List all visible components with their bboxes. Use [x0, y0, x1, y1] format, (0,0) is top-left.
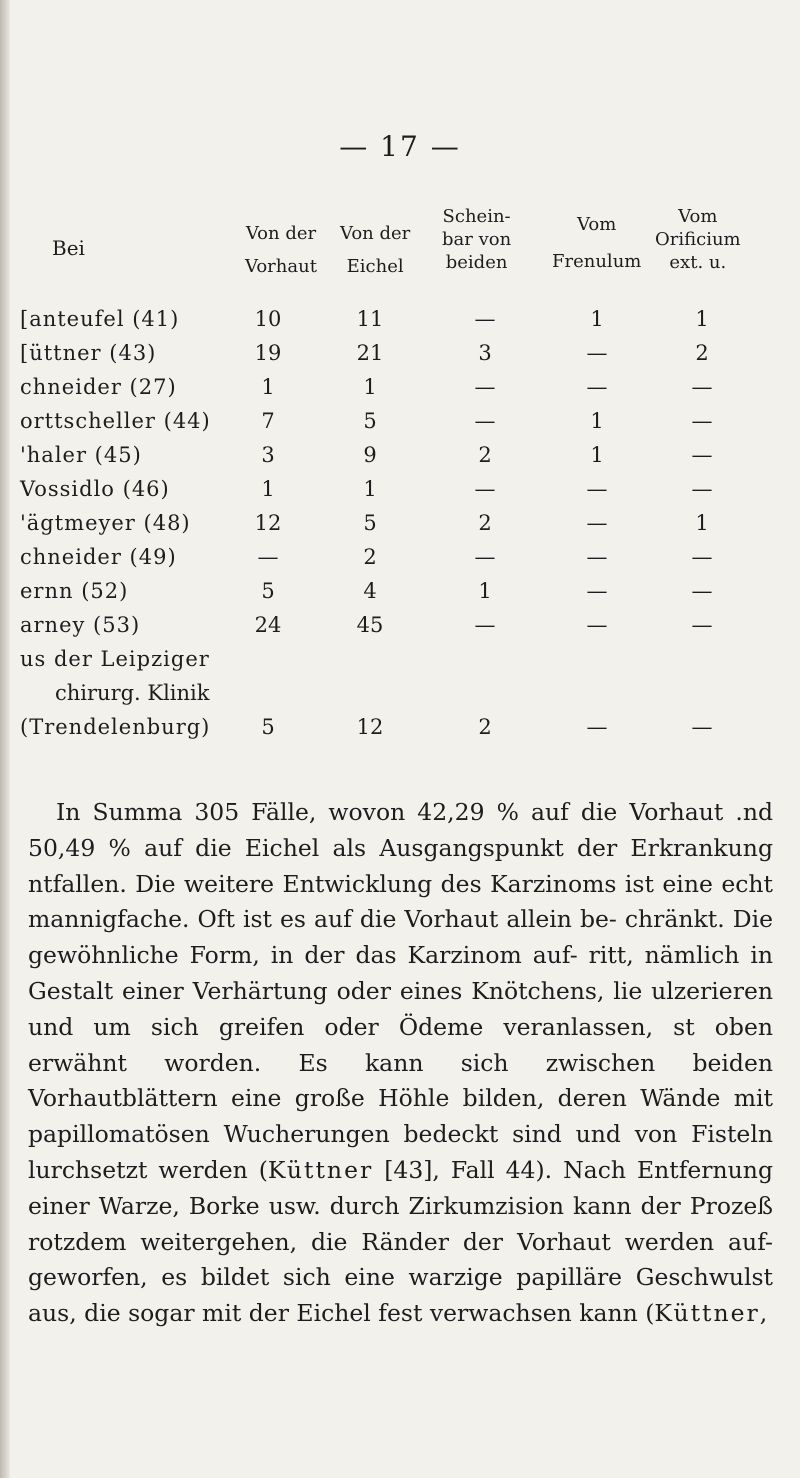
paragraph-text: [43], Fall 44). Nach Entfernung einer Warze, Borke usw. durch Zirkumzision kann der Prozeß rotzdem weitergehen, die Ränder der Vorhaut werden auf- geworfen, es bildet sich eine warzige papilläre Geschwulst aus, die sogar mit der Eichel fest verwachsen kann (	[28, 1155, 773, 1328]
header-both: Schein- bar von beiden	[442, 206, 512, 273]
table-row-leipzig-line1	[0, 647, 800, 681]
table-row	[0, 477, 800, 511]
table-row	[0, 511, 800, 545]
cell-glans: 4	[363, 579, 377, 603]
cell-glans: 2	[363, 545, 377, 569]
table-row	[0, 545, 800, 579]
table-row	[0, 409, 800, 443]
header-name: Bei	[52, 236, 85, 260]
row-name: 'haler (45)	[20, 443, 142, 467]
table-row-leipzig-line2: chirurg. Klinik	[55, 681, 210, 705]
cell-foreskin: 1	[261, 375, 275, 399]
cell-orificium: —	[691, 443, 713, 467]
author-name: Küttner	[267, 1155, 374, 1184]
table-row	[0, 579, 800, 613]
row-name: arney (53)	[20, 613, 141, 637]
row-name: chneider (49)	[20, 545, 177, 569]
cell-both: 1	[478, 579, 492, 603]
row-name: ernn (52)	[20, 579, 129, 603]
cell-orificium: —	[691, 579, 713, 603]
cell-glans: 45	[356, 613, 384, 637]
row-name: orttscheller (44)	[20, 409, 211, 433]
cell-glans: 11	[356, 307, 384, 331]
table-row	[0, 613, 800, 647]
cell-both: —	[474, 477, 496, 501]
table-row	[0, 715, 800, 749]
cell-foreskin: 5	[261, 579, 275, 603]
row-name: Vossidlo (46)	[20, 477, 170, 501]
cell-frenulum: —	[586, 579, 608, 603]
cell-orificium: —	[691, 613, 713, 637]
cell-both: —	[474, 545, 496, 569]
cell-frenulum: 1	[590, 409, 604, 433]
cell-frenulum: 1	[590, 443, 604, 467]
header-frenulum: Vom Frenulum	[552, 214, 642, 272]
cell-both: —	[474, 375, 496, 399]
cell-frenulum: —	[586, 477, 608, 501]
cell-orificium: —	[691, 715, 713, 739]
cell-both: 3	[478, 341, 492, 365]
cell-both: 2	[478, 715, 492, 739]
cell-orificium: —	[691, 409, 713, 433]
cell-glans: 5	[363, 409, 377, 433]
row-name: chneider (27)	[20, 375, 177, 399]
body-paragraph	[28, 795, 773, 1332]
cell-foreskin: 1	[261, 477, 275, 501]
paragraph-text: In Summa 305 Fälle, wovon 42,29 % auf die Vorhaut .nd 50,49 % auf die Eichel als Ausgangspunkt der Erkrankung ntfallen. Die weitere Entwicklung des Karzinoms ist eine echt mannigfache. Oft ist es auf die Vorhaut allein be- chränkt. Die gewöhnliche Form, in der das Karzinom auf- ritt, nämlich in Gestalt einer Verhärtung oder eines Knötchens, lie ulzerieren und um sich greifen oder Ödeme veranlassen, st oben erwähnt worden. Es kann sich zwischen beiden Vorhautblättern eine große Höhle bilden, deren Wände mit papillomatösen Wucherungen bedeckt sind und von Fisteln lurchsetzt werden (	[28, 798, 773, 1184]
cell-glans: 1	[363, 477, 377, 501]
table-row	[0, 307, 800, 341]
cell-orificium: —	[691, 545, 713, 569]
cell-orificium: —	[691, 375, 713, 399]
cell-glans: 21	[356, 341, 384, 365]
table-row	[0, 375, 800, 409]
row-name: 'ägtmeyer (48)	[20, 511, 191, 535]
table-row	[0, 341, 800, 375]
cell-glans: 9	[363, 443, 377, 467]
cell-both: 2	[478, 511, 492, 535]
cell-both: —	[474, 409, 496, 433]
cell-orificium: 1	[695, 307, 709, 331]
cell-both: —	[474, 307, 496, 331]
cell-orificium: 1	[695, 511, 709, 535]
header-glans: Von der Eichel	[340, 223, 411, 277]
cell-foreskin: —	[257, 545, 279, 569]
header-foreskin: Von der Vorhaut	[245, 223, 317, 277]
page-number: — 17 —	[339, 130, 461, 163]
cell-foreskin: 7	[261, 409, 275, 433]
cell-glans: 1	[363, 375, 377, 399]
cell-foreskin: 24	[254, 613, 282, 637]
row-name: us der Leipziger	[20, 647, 210, 671]
cell-frenulum: —	[586, 511, 608, 535]
row-name: (Trendelenburg)	[20, 715, 211, 739]
cell-both: 2	[478, 443, 492, 467]
cell-orificium: 2	[695, 341, 709, 365]
cell-frenulum: —	[586, 613, 608, 637]
table-header	[0, 205, 800, 305]
header-orificium: Vom Orificium ext. u.	[655, 206, 741, 273]
cell-foreskin: 5	[261, 715, 275, 739]
cell-both: —	[474, 613, 496, 637]
cell-orificium: —	[691, 477, 713, 501]
paragraph-text: ,	[759, 1299, 768, 1328]
cell-frenulum: —	[586, 545, 608, 569]
cell-glans: 5	[363, 511, 377, 535]
author-name: Küttner	[654, 1299, 760, 1328]
row-name: [üttner (43)	[20, 341, 157, 365]
cell-foreskin: 19	[254, 341, 282, 365]
table-row	[0, 443, 800, 477]
cell-frenulum: —	[586, 715, 608, 739]
cell-foreskin: 10	[254, 307, 282, 331]
cell-frenulum: —	[586, 375, 608, 399]
cell-foreskin: 12	[254, 511, 282, 535]
row-name: [anteufel (41)	[20, 307, 180, 331]
cell-frenulum: 1	[590, 307, 604, 331]
cell-foreskin: 3	[261, 443, 275, 467]
cell-frenulum: —	[586, 341, 608, 365]
cell-glans: 12	[356, 715, 384, 739]
